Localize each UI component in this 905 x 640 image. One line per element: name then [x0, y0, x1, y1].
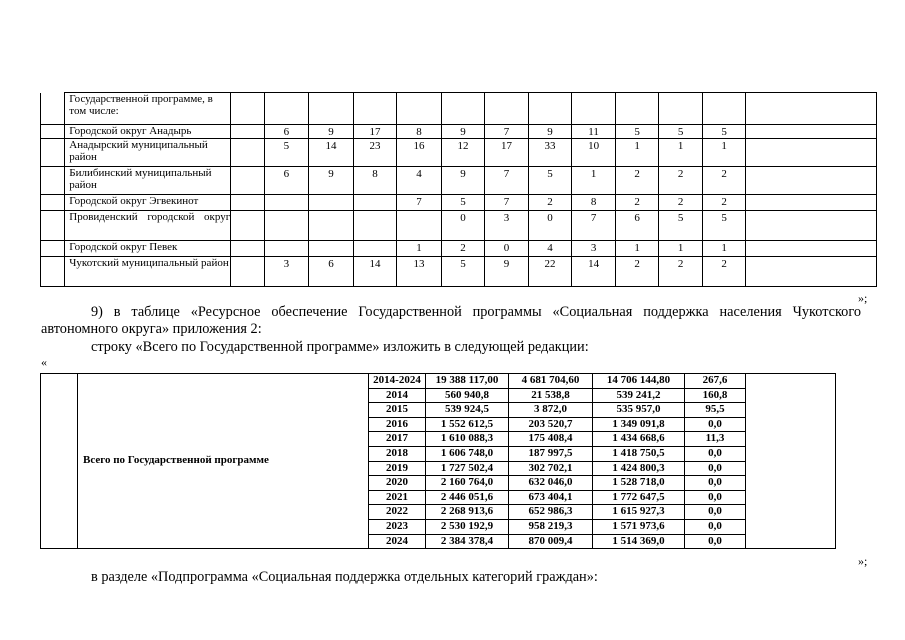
- value-cell: 958 219,3: [509, 519, 593, 534]
- value-cell: 3: [485, 211, 529, 241]
- table-cell: [41, 374, 78, 549]
- value-cell: [264, 195, 309, 211]
- value-cell: 1: [572, 167, 616, 195]
- value-cell: 2 384 378,4: [426, 534, 509, 549]
- value-cell: 7: [485, 195, 529, 211]
- table-cell: [41, 241, 65, 257]
- row-label: Билибинский муниципальный район: [65, 167, 231, 195]
- value-cell: 187 997,5: [509, 446, 593, 461]
- value-cell: 1: [702, 241, 746, 257]
- value-cell: 539 241,2: [593, 388, 685, 403]
- value-cell: 0,0: [685, 476, 746, 491]
- value-cell: 14 706 144,80: [593, 374, 685, 389]
- value-cell: 1: [659, 241, 703, 257]
- table-cell: [746, 139, 877, 167]
- value-cell: 2: [702, 257, 746, 287]
- value-cell: 3 872,0: [509, 403, 593, 418]
- value-cell: [397, 93, 442, 125]
- value-cell: 1 772 647,5: [593, 490, 685, 505]
- value-cell: 2 160 764,0: [426, 476, 509, 491]
- value-cell: 1 615 927,3: [593, 505, 685, 520]
- year-cell: 2023: [369, 519, 426, 534]
- table-cell: [41, 93, 65, 125]
- value-cell: 7: [397, 195, 442, 211]
- value-cell: 0,0: [685, 534, 746, 549]
- value-cell: 6: [615, 211, 659, 241]
- value-cell: [572, 93, 616, 125]
- value-cell: 0,0: [685, 461, 746, 476]
- value-cell: 2: [659, 167, 703, 195]
- value-cell: 14: [309, 139, 354, 167]
- value-cell: 9: [528, 125, 572, 139]
- value-cell: 8: [353, 167, 397, 195]
- table-cell: [41, 139, 65, 167]
- row-label: Провиденский городской округ: [65, 211, 231, 241]
- value-cell: [264, 93, 309, 125]
- value-cell: 1 528 718,0: [593, 476, 685, 491]
- row-label: Городской округ Анадырь: [65, 125, 231, 139]
- value-cell: [353, 241, 397, 257]
- closing-quote: »;: [858, 291, 868, 305]
- value-cell: 1 514 369,0: [593, 534, 685, 549]
- year-cell: 2018: [369, 446, 426, 461]
- table-cell: [41, 125, 65, 139]
- value-cell: 11,3: [685, 432, 746, 447]
- value-cell: 95,5: [685, 403, 746, 418]
- table-cell: [231, 167, 264, 195]
- table-row: [41, 93, 877, 125]
- year-cell: 2014-2024: [369, 374, 426, 389]
- value-cell: 5: [702, 211, 746, 241]
- value-cell: 9: [441, 167, 485, 195]
- paragraph-section: в разделе «Подпрограмма «Социальная поддержка отдельных категорий граждан»:: [91, 569, 598, 585]
- table-cell: [746, 374, 836, 549]
- value-cell: 302 702,1: [509, 461, 593, 476]
- value-cell: 2: [441, 241, 485, 257]
- year-cell: 2014: [369, 388, 426, 403]
- value-cell: 14: [572, 257, 616, 287]
- row-label: Городской округ Певек: [65, 241, 231, 257]
- value-cell: 2: [615, 167, 659, 195]
- table-cell: [746, 125, 877, 139]
- value-cell: 14: [353, 257, 397, 287]
- value-cell: 2: [702, 195, 746, 211]
- value-cell: 2: [702, 167, 746, 195]
- value-cell: 4: [528, 241, 572, 257]
- value-cell: 2: [659, 257, 703, 287]
- value-cell: 9: [309, 167, 354, 195]
- value-cell: 9: [309, 125, 354, 139]
- value-cell: 5: [615, 125, 659, 139]
- value-cell: 3: [572, 241, 616, 257]
- value-cell: 2 446 051,6: [426, 490, 509, 505]
- value-cell: 632 046,0: [509, 476, 593, 491]
- row-label: Чукотский муниципальный район: [65, 257, 231, 287]
- value-cell: 5: [264, 139, 309, 167]
- value-cell: 16: [397, 139, 442, 167]
- value-cell: 5: [702, 125, 746, 139]
- value-cell: 652 986,3: [509, 505, 593, 520]
- table-row: [41, 257, 877, 287]
- value-cell: 267,6: [685, 374, 746, 389]
- value-cell: 4: [397, 167, 442, 195]
- value-cell: 12: [441, 139, 485, 167]
- value-cell: 33: [528, 139, 572, 167]
- year-cell: 2016: [369, 417, 426, 432]
- value-cell: [441, 93, 485, 125]
- resource-table: [40, 373, 836, 549]
- municipal-counts-table: [40, 92, 877, 287]
- value-cell: 8: [397, 125, 442, 139]
- year-cell: 2020: [369, 476, 426, 491]
- value-cell: 1: [397, 241, 442, 257]
- table-cell: [231, 211, 264, 241]
- value-cell: 7: [572, 211, 616, 241]
- value-cell: 19 388 117,00: [426, 374, 509, 389]
- year-cell: 2019: [369, 461, 426, 476]
- table-row: [41, 125, 877, 139]
- table-cell: [746, 167, 877, 195]
- value-cell: 6: [264, 125, 309, 139]
- table-cell: [746, 93, 877, 125]
- table-cell: [746, 241, 877, 257]
- value-cell: 539 924,5: [426, 403, 509, 418]
- value-cell: 0: [528, 211, 572, 241]
- row-label: Анадырский муниципальный район: [65, 139, 231, 167]
- table-row: [41, 195, 877, 211]
- value-cell: 0,0: [685, 417, 746, 432]
- year-cell: 2017: [369, 432, 426, 447]
- table-cell: [231, 241, 264, 257]
- paragraph-instruction: строку «Всего по Государственной программе» изложить в следующей редакции:: [91, 339, 589, 355]
- table-cell: [746, 211, 877, 241]
- value-cell: [528, 93, 572, 125]
- value-cell: 1 606 748,0: [426, 446, 509, 461]
- value-cell: 175 408,4: [509, 432, 593, 447]
- value-cell: 673 404,1: [509, 490, 593, 505]
- table-cell: [231, 125, 264, 139]
- table-cell: [41, 195, 65, 211]
- value-cell: 17: [353, 125, 397, 139]
- value-cell: 2 268 913,6: [426, 505, 509, 520]
- value-cell: [309, 93, 354, 125]
- value-cell: 17: [485, 139, 529, 167]
- value-cell: 535 957,0: [593, 403, 685, 418]
- value-cell: 1: [702, 139, 746, 167]
- value-cell: [353, 211, 397, 241]
- table-cell: [746, 195, 877, 211]
- opening-quote: «: [41, 355, 47, 369]
- value-cell: 1 552 612,5: [426, 417, 509, 432]
- value-cell: 0,0: [685, 505, 746, 520]
- value-cell: 1 424 800,3: [593, 461, 685, 476]
- value-cell: 0,0: [685, 490, 746, 505]
- table-row: [41, 374, 836, 389]
- value-cell: 7: [485, 167, 529, 195]
- value-cell: [309, 211, 354, 241]
- value-cell: [615, 93, 659, 125]
- value-cell: [702, 93, 746, 125]
- year-cell: 2015: [369, 403, 426, 418]
- value-cell: 9: [485, 257, 529, 287]
- value-cell: 8: [572, 195, 616, 211]
- value-cell: 6: [309, 257, 354, 287]
- value-cell: 21 538,8: [509, 388, 593, 403]
- table-row: [41, 139, 877, 167]
- table-cell: [231, 139, 264, 167]
- value-cell: 4 681 704,60: [509, 374, 593, 389]
- value-cell: 0: [441, 211, 485, 241]
- value-cell: 6: [264, 167, 309, 195]
- value-cell: 22: [528, 257, 572, 287]
- table-cell: [41, 257, 65, 287]
- value-cell: 1: [615, 241, 659, 257]
- table-row: [41, 167, 877, 195]
- value-cell: 1 610 088,3: [426, 432, 509, 447]
- table-cell: [231, 195, 264, 211]
- value-cell: [264, 241, 309, 257]
- value-cell: 9: [441, 125, 485, 139]
- row-label: Городской округ Эгвекинот: [65, 195, 231, 211]
- year-cell: 2024: [369, 534, 426, 549]
- value-cell: [309, 241, 354, 257]
- value-cell: [309, 195, 354, 211]
- value-cell: 3: [264, 257, 309, 287]
- value-cell: 2: [615, 257, 659, 287]
- value-cell: 1: [615, 139, 659, 167]
- value-cell: 2: [659, 195, 703, 211]
- value-cell: 0: [485, 241, 529, 257]
- value-cell: 870 009,4: [509, 534, 593, 549]
- value-cell: 10: [572, 139, 616, 167]
- value-cell: 0,0: [685, 519, 746, 534]
- value-cell: 0,0: [685, 446, 746, 461]
- value-cell: 13: [397, 257, 442, 287]
- value-cell: 560 940,8: [426, 388, 509, 403]
- value-cell: 2: [615, 195, 659, 211]
- value-cell: 1 418 750,5: [593, 446, 685, 461]
- row-label: Государственной программе, в том числе:: [65, 93, 231, 125]
- value-cell: 11: [572, 125, 616, 139]
- value-cell: [397, 211, 442, 241]
- value-cell: 160,8: [685, 388, 746, 403]
- value-cell: 203 520,7: [509, 417, 593, 432]
- table-row: [41, 241, 877, 257]
- value-cell: [353, 93, 397, 125]
- value-cell: [264, 211, 309, 241]
- row-title: Всего по Государственной программе: [78, 374, 369, 549]
- value-cell: 7: [485, 125, 529, 139]
- value-cell: 5: [441, 195, 485, 211]
- value-cell: 1: [659, 139, 703, 167]
- value-cell: 23: [353, 139, 397, 167]
- value-cell: 2 530 192,9: [426, 519, 509, 534]
- paragraph-9-line-1: 9) в таблице «Ресурсное обеспечение Государственной программы «Социальная поддержка населения Чукотского: [91, 304, 861, 320]
- value-cell: 2: [528, 195, 572, 211]
- value-cell: 1 349 091,8: [593, 417, 685, 432]
- value-cell: 1 727 502,4: [426, 461, 509, 476]
- table-cell: [231, 93, 264, 125]
- table-cell: [41, 211, 65, 241]
- value-cell: [659, 93, 703, 125]
- value-cell: 5: [659, 125, 703, 139]
- year-cell: 2021: [369, 490, 426, 505]
- value-cell: [353, 195, 397, 211]
- table-row: [41, 211, 877, 241]
- value-cell: 1 434 668,6: [593, 432, 685, 447]
- table-cell: [746, 257, 877, 287]
- table-cell: [231, 257, 264, 287]
- value-cell: 1 571 973,6: [593, 519, 685, 534]
- year-cell: 2022: [369, 505, 426, 520]
- value-cell: 5: [441, 257, 485, 287]
- table-cell: [41, 167, 65, 195]
- value-cell: [485, 93, 529, 125]
- closing-quote: »;: [858, 554, 868, 568]
- value-cell: 5: [528, 167, 572, 195]
- paragraph-9-line-2: автономного округа» приложения 2:: [41, 321, 262, 337]
- value-cell: 5: [659, 211, 703, 241]
